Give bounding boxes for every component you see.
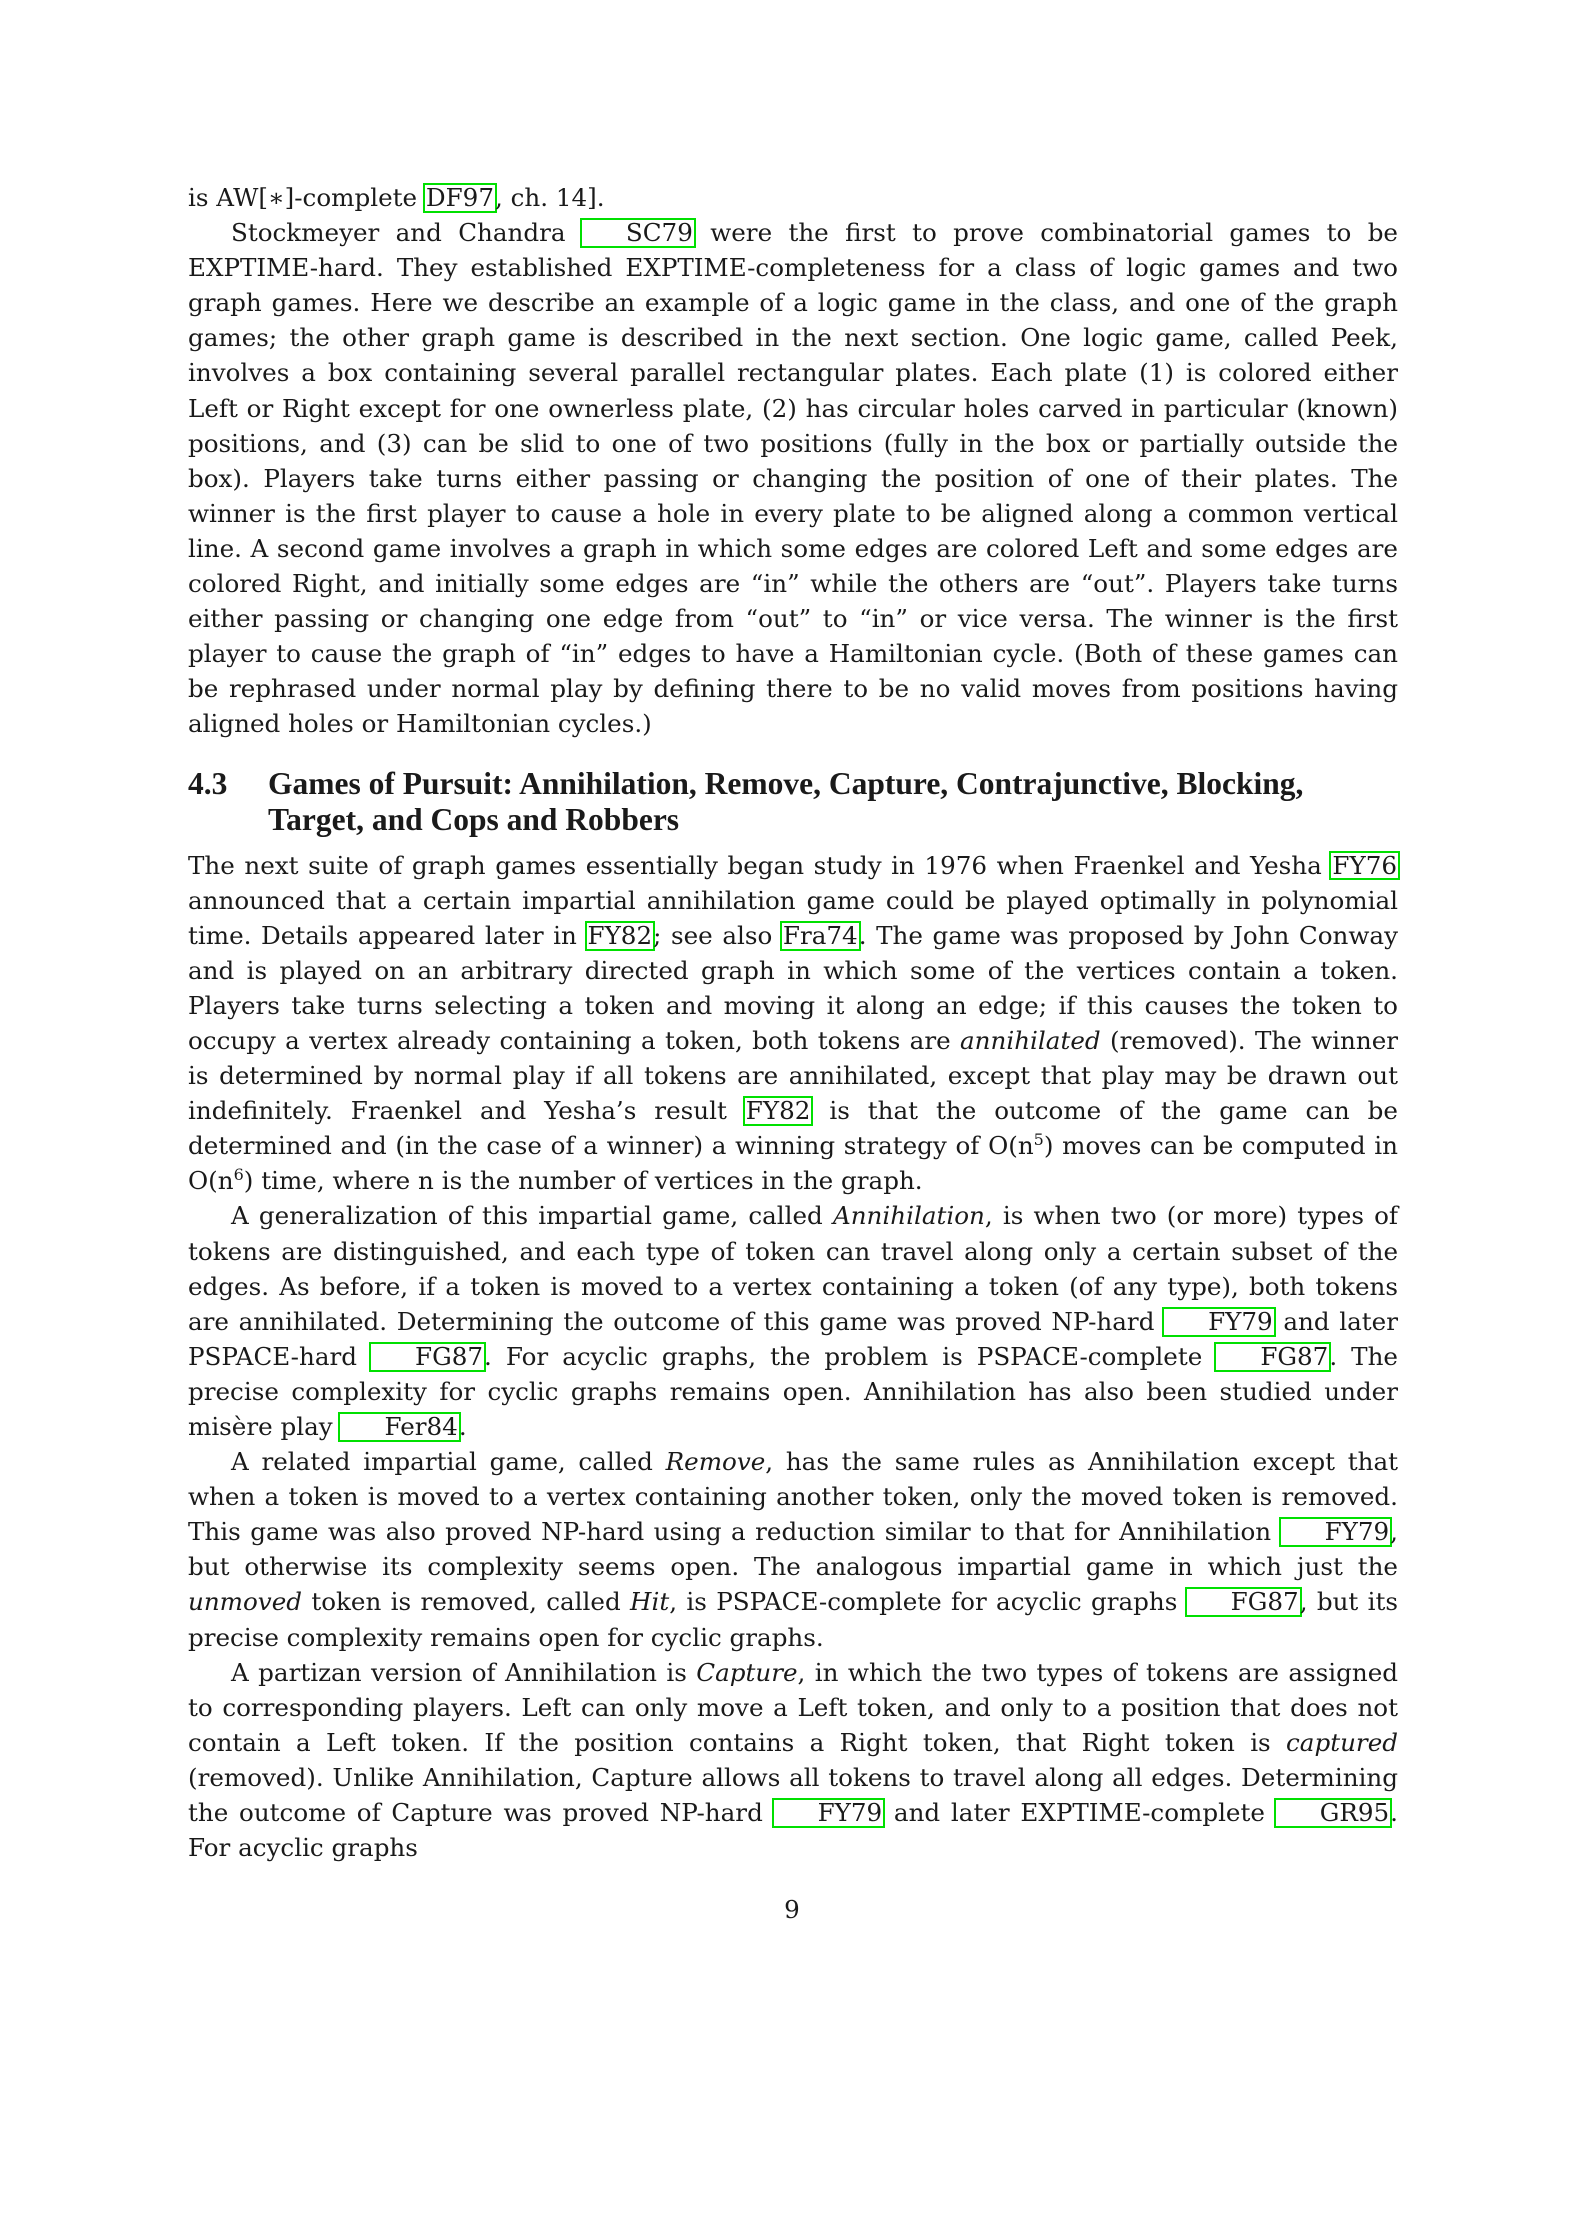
paragraph-annihilation — [188, 1198, 1398, 1444]
text: . For acyclic graphs, the problem is PSPACE-complete — [484, 1341, 1217, 1371]
text: , ch. 14]. — [494, 183, 605, 212]
text: . The precise complexity for cyclic graphs remains open. Annihilation has also been studied under misère play — [188, 1341, 1398, 1441]
text: (removed). Unlike Annihilation, Capture allows all tokens to travel along all edges. Determining the outcome of Capture was proved NP-hard — [188, 1762, 1398, 1828]
citation-link[interactable]: FY79 — [774, 1800, 884, 1826]
paragraph-stockmeyer — [188, 215, 1398, 741]
text: , but otherwise its complexity seems open. The analogous impartial game in which just the — [188, 1517, 1398, 1582]
citation-link[interactable]: Fra74 — [782, 920, 858, 950]
text: A related impartial game, called — [231, 1447, 666, 1477]
text: . For acyclic graphs — [188, 1798, 1398, 1863]
text: ) time, where n is the number of vertices in the graph. — [243, 1166, 923, 1196]
paragraph-graph-games — [188, 848, 1398, 1199]
text: token is removed, called — [302, 1587, 631, 1617]
paragraph-capture — [188, 1655, 1398, 1866]
citation-link[interactable]: FY76 — [1332, 850, 1397, 880]
citation-link[interactable]: SC79 — [582, 220, 694, 246]
section-title: Games of Pursuit: Annihilation, Remove, Capture, Contrajunctive, Blocking, Target, and Cops and Robbers — [268, 765, 1304, 837]
text: Stockmeyer and Chandra — [231, 218, 582, 248]
emphasis: Hit — [630, 1587, 670, 1617]
text: is AW[∗]-complete — [188, 183, 425, 212]
section-heading — [188, 766, 1398, 838]
text: The next suite of graph games essentially began study in 1976 when Fraenkel and Yesha — [188, 850, 1332, 880]
section-number: 4.3 — [188, 765, 228, 801]
text: , but its precise complexity remains open for cyclic graphs. — [188, 1587, 1399, 1652]
emphasis: annihilated — [960, 1025, 1101, 1055]
text: is that the outcome of the game can be determined and (in the case of a winner) a winning strategy of O(n — [188, 1096, 1398, 1161]
text: . The game was proposed by John Conway and is played on an arbitrary directed graph in which some of the vertices contain a token. Players take turns selecting a token and moving it along an edge; if this causes the token to occupy a vertex already containing a token, both tokens are — [188, 920, 1398, 1055]
page-body — [188, 180, 1398, 1865]
text: and later PSPACE-hard — [188, 1306, 1398, 1371]
text: and later EXPTIME-complete — [883, 1798, 1276, 1828]
paragraph-remove — [188, 1444, 1398, 1655]
citation-link[interactable]: DF97 — [425, 183, 494, 212]
text: A generalization of this impartial game, called — [231, 1201, 833, 1231]
citation-link[interactable]: FG87 — [1216, 1344, 1329, 1370]
text: announced that a certain impartial annihilation game could be played optimally in polynomial time. Details appeared later in — [188, 885, 1398, 950]
text: , in which the two types of tokens are assigned to corresponding players. Left can only move a Left token, and only to a position that does not contain a Left token. If the position contains a Right token, that Right token is — [188, 1657, 1398, 1757]
superscript: 5 — [1033, 1130, 1044, 1150]
citation-link[interactable]: FY82 — [745, 1096, 811, 1126]
citation-link[interactable]: Fer84 — [340, 1414, 458, 1440]
emphasis: Remove — [665, 1447, 766, 1477]
text: , has the same rules as Annihilation except that when a token is moved to a vertex containing another token, only the moved token is removed. This game was also proved NP-hard using a reduction similar to that for Annihilation — [188, 1447, 1398, 1547]
citation-link[interactable]: FY82 — [587, 920, 653, 950]
emphasis: Capture — [696, 1657, 798, 1687]
text: , is PSPACE-complete for acyclic graphs — [669, 1587, 1187, 1617]
superscript: 6 — [233, 1165, 244, 1185]
text: ; see also — [653, 920, 782, 950]
citation-link[interactable]: FG87 — [1187, 1589, 1300, 1615]
emphasis: unmoved — [188, 1587, 302, 1617]
citation-link[interactable]: FY79 — [1164, 1309, 1274, 1335]
page-number: 9 — [784, 1895, 800, 1924]
citation-link[interactable]: FY79 — [1281, 1519, 1391, 1545]
emphasis: captured — [1286, 1727, 1398, 1757]
text: (removed). The winner is determined by normal play if all tokens are annihilated, except that play may be drawn out indefinitely. Fraenkel and Yesha’s result — [188, 1025, 1399, 1126]
text: ) moves can be computed in O(n — [188, 1131, 1398, 1196]
paragraph-continuation — [188, 180, 1398, 215]
citation-link[interactable]: FG87 — [371, 1344, 484, 1370]
text: A partizan version of Annihilation is — [231, 1657, 697, 1687]
citation-link[interactable]: GR95 — [1276, 1800, 1390, 1826]
text: . — [458, 1412, 467, 1441]
emphasis: Annihilation — [832, 1201, 985, 1231]
text: , is when two (or more) types of tokens are distinguished, and each type of token can travel along only a certain subset of the edges. As before, if a token is moved to a vertex containing a token (of any type), both tokens are annihilated. Determining the outcome of this game was proved NP-hard — [188, 1201, 1398, 1336]
text: were the first to prove combinatorial games to be EXPTIME-hard. They established EXPTIME-completeness for a class of logic games and two graph games. Here we describe an example of a logic game in the class, and one of the graph games; the other graph game is described in the next section. One logic game, called Peek, involves a box containing several parallel rectangular plates. Each plate (1) is colored either Left or Right except for one ownerless plate, (2) has circular holes carved in particular (known) positions, and (3) can be slid to one of two positions (fully in the box or partially outside the box). Players take turns either passing or changing the position of one of their plates. The winner is the first player to cause a hole in every plate to be aligned along a common vertical line. A second game involves a graph in which some edges are colored Left and some edges are colored Right, and initially some edges are “in” while the others are “out”. Players take turns either passing or changing one edge from “out” to “in” or vice versa. The winner is the first player to cause the graph of “in” edges to have a Hamiltonian cycle. (Both of these games can be rephrased under normal play by defining there to be no valid moves from positions having aligned holes or Hamiltonian cycles.) — [188, 218, 1398, 739]
